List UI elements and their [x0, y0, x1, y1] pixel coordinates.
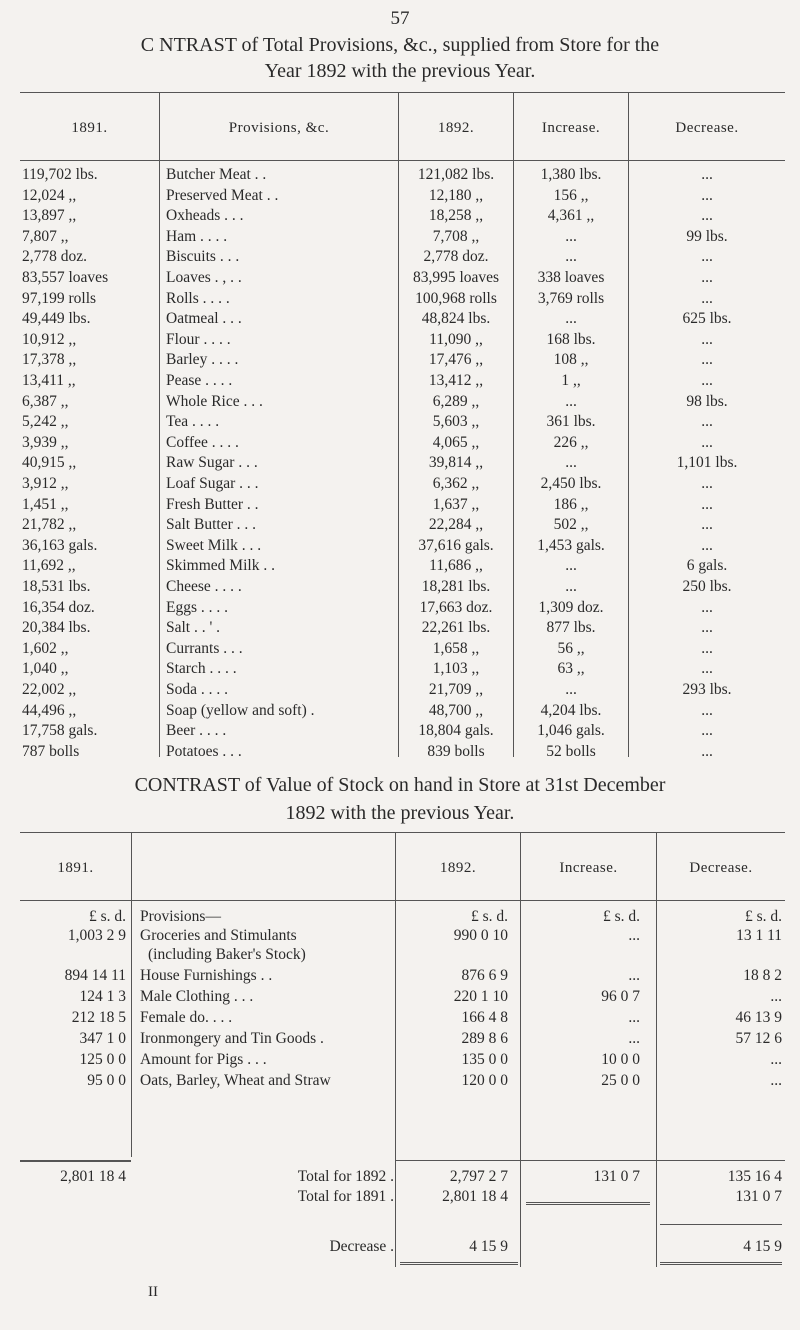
table1-cell-provision-name: Soap (yellow and soft) .	[166, 701, 315, 719]
table1-cell-provision-name: Coffee . . . .	[166, 433, 239, 451]
table2-cell-increase: ...	[628, 927, 640, 944]
table1-cell-qty-1892: 5,603 ,,	[432, 413, 480, 431]
table2-cell-increase: 131 0 7	[593, 1168, 640, 1185]
table1-cell-provision-name: Oxheads . . .	[166, 207, 244, 225]
table2-cell-value-1892: 135 0 0	[461, 1051, 508, 1068]
table1-title-line2: Year 1892 with the previous Year.	[264, 60, 536, 82]
table1-cell-increase: 2,450 lbs.	[540, 475, 602, 492]
table1-cell-qty-1891: 44,496 ,,	[22, 701, 77, 719]
table1-cell-increase: 3,769 rolls	[537, 289, 605, 307]
table1-cell-increase: 63 ,,	[557, 660, 585, 678]
table1-cell-provision-name: Eggs . . . .	[166, 598, 228, 616]
table1-cell-qty-1891: 17,378 ,,	[22, 351, 77, 369]
table1-cell-increase: 1,380 lbs.	[540, 166, 602, 183]
table1-cell-decrease: 6 gals.	[686, 557, 728, 575]
table2-total-rule	[396, 1160, 520, 1161]
table2-cell-value-1892: 220 1 10	[453, 988, 508, 1005]
table1-cell-increase: ...	[565, 310, 577, 328]
table2-cell-value-1891: 212 18 5	[71, 1009, 126, 1026]
table1-cell-decrease: ...	[701, 495, 713, 513]
table1-cell-qty-1891: 5,242 ,,	[22, 413, 69, 431]
table1-cell-increase: 1,046 gals.	[537, 722, 605, 740]
table2-cell-value-1892: 876 6 9	[461, 967, 508, 984]
table1-cell-qty-1891: 7,807 ,,	[22, 227, 69, 245]
table1-cell-qty-1891: 787 bolls	[22, 742, 80, 760]
table1-cell-qty-1892: 100,968 rolls	[415, 289, 497, 307]
table1-cell-decrease: ...	[701, 330, 713, 348]
table1-cell-provision-name: Skimmed Milk . .	[166, 557, 275, 575]
table1-cell-increase: 226 ,,	[553, 433, 589, 451]
table1-cell-increase: 168 lbs.	[546, 330, 596, 348]
table1-cell-decrease: ...	[701, 639, 713, 657]
table2-final-rule	[660, 1262, 782, 1265]
table1-cell-increase: ...	[565, 681, 577, 698]
table1-cell-decrease: 99 lbs.	[686, 227, 728, 245]
table1-cell-increase: ...	[565, 248, 577, 266]
table2-cell-decrease: 18 8 2	[743, 967, 782, 984]
table2-title-line2: 1892 with the previous Year.	[285, 802, 515, 824]
table1-cell-provision-name: Butcher Meat . .	[166, 166, 267, 183]
table1-cell-decrease: 625 lbs.	[682, 310, 732, 328]
table1-cell-decrease: ...	[701, 166, 713, 183]
table1-cell-decrease: ...	[701, 598, 713, 616]
table2-cell-decrease: 57 12 6	[735, 1030, 782, 1047]
table1-cell-provision-name: Oatmeal . . .	[166, 310, 242, 328]
table2-cell-item-name: Provisions—	[140, 908, 221, 925]
table2-cell-value-1892: 2,797 2 7	[449, 1168, 508, 1185]
table2-cell-decrease: 131 0 7	[735, 1188, 782, 1205]
table1-cell-qty-1892: 1,658 ,,	[432, 639, 480, 657]
table2-col-divider	[131, 832, 132, 1157]
table1-cell-qty-1892: 37,616 gals.	[418, 536, 494, 554]
table2-cell-decrease: 4 15 9	[743, 1238, 782, 1255]
table1-cell-provision-name: Tea . . . .	[166, 413, 220, 431]
table2-cell-total-label: Total for 1892 .	[297, 1168, 394, 1185]
table2-cell-increase: 25 0 0	[601, 1072, 640, 1089]
table2-cell-item-name: Amount for Pigs . . .	[140, 1051, 267, 1068]
table1-cell-increase: 877 lbs.	[546, 619, 596, 637]
table1-cell-qty-1892: 22,261 lbs.	[421, 619, 491, 637]
table1-cell-qty-1892: 12,180 ,,	[428, 186, 484, 204]
table2-cell-value-1891: 124 1 3	[79, 988, 126, 1005]
table1-cell-decrease: ...	[701, 619, 713, 637]
table1-cell-decrease: ...	[701, 475, 713, 492]
table1-cell-provision-name: Sweet Milk . . .	[166, 536, 262, 554]
table2-cell-value-1892: 2,801 18 4	[442, 1188, 508, 1205]
table2-cell-item-name: House Furnishings . .	[140, 967, 273, 984]
table1-cell-decrease: ...	[701, 722, 713, 740]
table1-cell-increase: 56 ,,	[557, 639, 585, 657]
table1-cell-qty-1892: 1,637 ,,	[432, 495, 480, 513]
page-number: 57	[390, 8, 410, 29]
table1-cell-provision-name: Rolls . . . .	[166, 289, 230, 307]
table1-cell-qty-1891: 11,692 ,,	[22, 557, 76, 575]
table1-cell-provision-name: Cheese . . . .	[166, 578, 242, 595]
table1-header-increase: Increase.	[541, 120, 601, 136]
table1-cell-decrease: ...	[701, 433, 713, 451]
table2-cell-decrease: 46 13 9	[735, 1009, 782, 1026]
table1-cell-increase: 108 ,,	[553, 351, 589, 369]
table1-cell-qty-1891: 12,024 ,,	[22, 186, 77, 204]
table1-cell-provision-name: Loaf Sugar . . .	[166, 475, 259, 492]
table2-cell-item-name: (including Baker's Stock)	[148, 946, 306, 963]
table1-cell-increase: ...	[565, 227, 577, 245]
table1-cell-increase: 502 ,,	[553, 516, 589, 534]
table2-cell-value-1892: 120 0 0	[461, 1072, 508, 1089]
table1-cell-qty-1891: 36,163 gals.	[22, 536, 98, 554]
table2-total-rule	[657, 1160, 785, 1161]
table1-cell-increase: ...	[565, 392, 577, 410]
table1-cell-qty-1892: 17,663 doz.	[419, 598, 493, 616]
table1-cell-qty-1891: 17,758 gals.	[22, 722, 98, 740]
table1-cell-qty-1891: 1,040 ,,	[22, 660, 69, 678]
table1-cell-increase: 1 ,,	[561, 372, 581, 389]
table1-cell-qty-1892: 17,476 ,,	[428, 351, 484, 369]
table1-cell-qty-1892: 13,412 ,,	[428, 372, 484, 389]
table1-cell-qty-1892: 22,284 ,,	[428, 516, 484, 534]
table1-cell-qty-1891: 20,384 lbs.	[22, 619, 91, 637]
table1-cell-increase: 156 ,,	[553, 186, 589, 204]
table2-cell-decrease: ...	[770, 988, 782, 1005]
signature-mark: II	[148, 1284, 158, 1300]
table1-cell-increase: 361 lbs.	[546, 413, 596, 431]
table2-final-rule	[400, 1262, 518, 1265]
table1-cell-increase: 186 ,,	[553, 495, 589, 513]
table1-cell-provision-name: Pease . . . .	[166, 372, 233, 389]
table1-cell-decrease: ...	[701, 536, 713, 554]
table1-cell-provision-name: Potatoes . . .	[166, 742, 242, 760]
table2-cell-increase: ...	[628, 967, 640, 984]
table2-cell-item-name: Female do. . . .	[140, 1009, 233, 1026]
table1-header-1892: 1892.	[437, 120, 475, 136]
table1-cell-qty-1891: 119,702 lbs.	[22, 166, 98, 183]
table2-cell-value-1892: 4 15 9	[469, 1238, 508, 1255]
table1-cell-provision-name: Barley . . . .	[166, 351, 239, 369]
table1-cell-qty-1892: 18,281 lbs.	[421, 578, 491, 595]
table1-cell-increase: 1,453 gals.	[537, 536, 605, 554]
table1-cell-qty-1891: 18,531 lbs.	[22, 578, 91, 595]
table1-cell-qty-1891: 3,939 ,,	[22, 433, 69, 451]
table2-col-divider	[656, 832, 657, 1267]
table1-header-rule	[20, 160, 785, 161]
table1-cell-qty-1892: 7,708 ,,	[432, 227, 480, 245]
table1-cell-qty-1891: 49,449 lbs.	[22, 310, 91, 328]
table1-top-rule	[20, 92, 785, 93]
table1-cell-qty-1892: 6,289 ,,	[432, 392, 480, 410]
table1-cell-provision-name: Beer . . . .	[166, 722, 227, 740]
table1-cell-decrease: 250 lbs.	[682, 578, 732, 595]
table1-cell-provision-name: Loaves . , . .	[166, 269, 242, 286]
table1-cell-qty-1891: 22,002 ,,	[22, 681, 77, 698]
table1-cell-qty-1891: 10,912 ,,	[22, 330, 77, 348]
table2-cell-decrease: ...	[770, 1072, 782, 1089]
table2-top-rule	[20, 832, 785, 833]
table1-cell-qty-1892: 39,814 ,,	[428, 454, 484, 472]
table1-cell-decrease: ...	[701, 289, 713, 307]
table2-cell-increase: 96 0 7	[601, 988, 640, 1005]
table1-cell-decrease: ...	[701, 207, 713, 225]
table2-cell-decrease: ...	[770, 1051, 782, 1068]
table2-cell-item-name: Ironmongery and Tin Goods .	[140, 1030, 324, 1047]
table1-cell-qty-1892: 839 bolls	[427, 742, 485, 760]
table2-cell-decrease: 13 1 11	[736, 927, 782, 944]
table1-cell-qty-1892: 11,686 ,,	[429, 557, 483, 575]
table2-cell-increase: ...	[628, 1009, 640, 1026]
table1-cell-decrease: ...	[701, 660, 713, 678]
table1-cell-provision-name: Ham . . . .	[166, 227, 228, 245]
table1-cell-increase: ...	[565, 454, 577, 472]
table2-cell-item-name: Groceries and Stimulants	[140, 927, 297, 944]
table1-cell-provision-name: Biscuits . . .	[166, 248, 240, 266]
table1-cell-qty-1892: 83,995 loaves	[412, 269, 500, 286]
table1-cell-qty-1892: 21,709 ,,	[428, 681, 484, 698]
table2-total-rule	[521, 1160, 656, 1161]
table2-subtotal-rule	[660, 1224, 782, 1225]
table2-cell-increase: 10 0 0	[601, 1051, 640, 1068]
table1-cell-increase: 52 bolls	[546, 742, 596, 760]
table1-cell-qty-1892: 48,824 lbs.	[421, 310, 491, 328]
table2-cell-total-label: Decrease .	[329, 1238, 394, 1255]
table2-cell-item-name: Male Clothing . . .	[140, 988, 254, 1005]
table1-cell-qty-1892: 18,258 ,,	[428, 207, 484, 225]
table1-cell-increase: 4,361 ,,	[547, 207, 595, 225]
table1-header-1891: 1891.	[71, 120, 108, 136]
table2-cell-value-1891: 894 14 11	[64, 967, 126, 984]
table1-cell-qty-1891: 3,912 ,,	[22, 475, 69, 492]
table1-header-decrease: Decrease.	[675, 120, 739, 136]
table1-cell-qty-1892: 6,362 ,,	[432, 475, 480, 492]
table1-cell-provision-name: Salt . . ' .	[166, 619, 221, 637]
table2-header-rule	[20, 900, 785, 901]
table1-cell-qty-1892: 11,090 ,,	[429, 330, 483, 348]
table1-cell-decrease: ...	[701, 269, 713, 286]
table1-cell-provision-name: Fresh Butter . .	[166, 495, 259, 513]
table1-cell-qty-1891: 97,199 rolls	[22, 289, 97, 307]
table2-total-rule	[20, 1160, 131, 1162]
table2-cell-total-label: Total for 1891 .	[297, 1188, 394, 1205]
table1-cell-decrease: ...	[701, 742, 713, 760]
table1-cell-qty-1891: 13,411 ,,	[22, 372, 76, 389]
table1-cell-decrease: ...	[701, 701, 713, 719]
table2-col-divider	[395, 832, 396, 1267]
table1-cell-qty-1891: 16,354 doz.	[22, 598, 95, 616]
table1-cell-provision-name: Salt Butter . . .	[166, 516, 256, 534]
table1-cell-increase: ...	[565, 557, 577, 575]
table1-cell-decrease: ...	[701, 516, 713, 534]
table2-cell-value-1891: 347 1 0	[79, 1030, 126, 1047]
table1-cell-qty-1892: 48,700 ,,	[428, 701, 484, 719]
table2-cell-value-1891: 2,801 18 4	[60, 1168, 126, 1185]
table2-cell-value-1892: 990 0 10	[453, 927, 508, 944]
table1-cell-increase: 1,309 doz.	[538, 598, 604, 616]
table2-cell-decrease: 135 16 4	[727, 1168, 782, 1185]
table1-cell-increase: 4,204 lbs.	[540, 701, 602, 719]
table1-cell-qty-1892: 18,804 gals.	[418, 722, 494, 740]
table2-cell-item-name: Oats, Barley, Wheat and Straw	[140, 1072, 331, 1089]
table1-cell-decrease: ...	[701, 372, 713, 389]
table1-cell-provision-name: Raw Sugar . . .	[166, 454, 258, 472]
table1-cell-provision-name: Starch . . . .	[166, 660, 237, 678]
table1-cell-qty-1891: 40,915 ,,	[22, 454, 77, 472]
table1-cell-decrease: 293 lbs.	[682, 681, 732, 698]
table2-cell-value-1891: 125 0 0	[79, 1051, 126, 1068]
table1-header-provisions: Provisions, &c.	[228, 120, 330, 136]
table2-cell-value-1891: 1,003 2 9	[67, 927, 126, 944]
table2-header-1891: 1891.	[57, 860, 94, 876]
table1-col-divider	[159, 92, 160, 757]
table1-cell-provision-name: Currants . . .	[166, 639, 243, 657]
table2-double-rule	[526, 1202, 650, 1205]
table1-cell-qty-1892: 4,065 ,,	[432, 433, 480, 451]
table2-header-1892: 1892.	[439, 860, 477, 876]
table1-col-divider	[398, 92, 399, 757]
table1-cell-increase: 338 loaves	[537, 269, 605, 286]
table1-title-line1: C NTRAST of Total Provisions, &c., supplied from Store for the	[140, 34, 660, 56]
table1-cell-increase: ...	[565, 578, 577, 595]
table1-cell-provision-name: Whole Rice . . .	[166, 392, 263, 410]
table1-cell-decrease: ...	[701, 186, 713, 204]
table2-col-divider	[520, 832, 521, 1267]
table2-header-increase: Increase.	[559, 860, 618, 876]
table2-cell-value-1892: £ s. d.	[470, 908, 508, 925]
table2-cell-value-1892: 166 4 8	[461, 1009, 508, 1026]
table2-cell-decrease: £ s. d.	[744, 908, 782, 925]
table1-cell-decrease: 98 lbs.	[686, 392, 728, 410]
table1-cell-qty-1891: 83,557 loaves	[22, 269, 109, 286]
table1-cell-decrease: 1,101 lbs.	[676, 454, 738, 472]
table1-cell-decrease: ...	[701, 248, 713, 266]
table2-cell-increase: £ s. d.	[602, 908, 640, 925]
table1-cell-qty-1891: 1,602 ,,	[22, 639, 69, 657]
table1-cell-qty-1892: 1,103 ,,	[432, 660, 480, 678]
table2-cell-increase: ...	[628, 1030, 640, 1047]
table1-cell-qty-1891: 2,778 doz.	[22, 248, 88, 266]
table1-cell-provision-name: Soda . . . .	[166, 681, 228, 698]
table1-cell-qty-1892: 121,082 lbs.	[417, 166, 495, 183]
table1-cell-qty-1891: 1,451 ,,	[22, 495, 69, 513]
table1-cell-decrease: ...	[701, 351, 713, 369]
table1-cell-qty-1892: 2,778 doz.	[423, 248, 489, 266]
table2-cell-value-1891: £ s. d.	[88, 908, 126, 925]
table2-cell-value-1892: 289 8 6	[461, 1030, 508, 1047]
table2-title-line1: CONTRAST of Value of Stock on hand in Store at 31st December	[134, 774, 666, 796]
table1-cell-decrease: ...	[701, 413, 713, 431]
table2-cell-value-1891: 95 0 0	[87, 1072, 126, 1089]
table1-cell-qty-1891: 21,782 ,,	[22, 516, 77, 534]
table1-cell-qty-1891: 13,897 ,,	[22, 207, 77, 225]
table1-cell-qty-1891: 6,387 ,,	[22, 392, 69, 410]
table1-cell-provision-name: Preserved Meat . .	[166, 186, 279, 204]
table1-cell-provision-name: Flour . . . .	[166, 330, 231, 348]
table2-header-decrease: Decrease.	[689, 860, 753, 876]
